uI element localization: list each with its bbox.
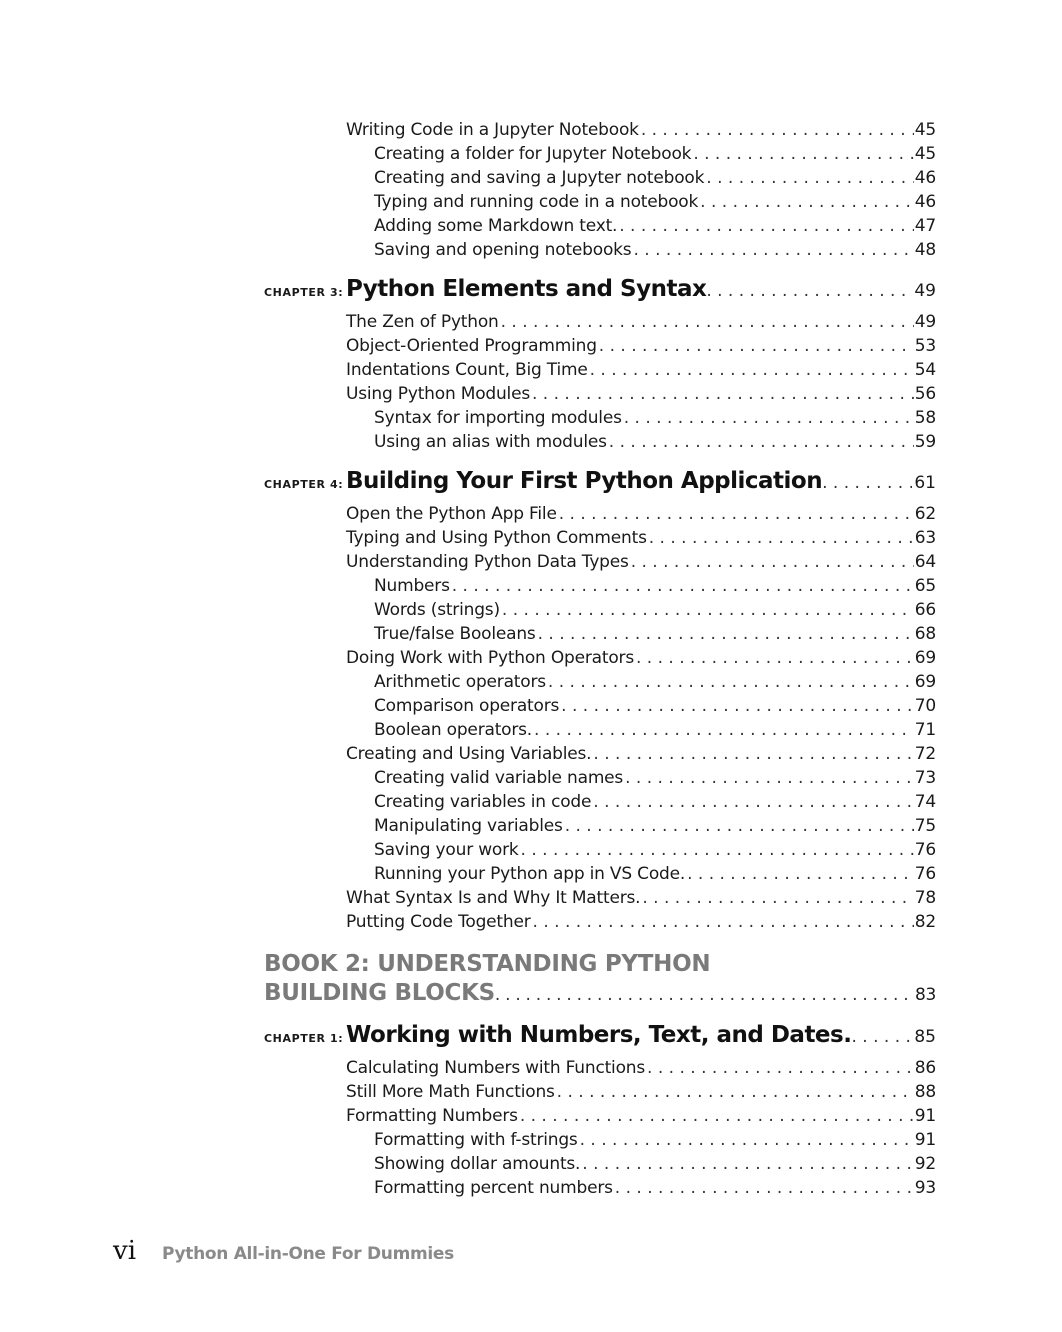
table-of-contents	[264, 118, 936, 1200]
entry-page-number: 48	[914, 240, 936, 260]
entry-page-number: 68	[914, 624, 936, 644]
entry-title: True/false Booleans	[374, 624, 536, 644]
dot-leader	[565, 814, 914, 838]
dot-leader	[615, 1176, 914, 1200]
entry-page-number: 91	[914, 1130, 936, 1150]
entry-page-number: 56	[914, 384, 936, 404]
chapter-label: CHAPTER 1:	[264, 1032, 344, 1045]
entry-title: The Zen of Python	[346, 312, 499, 332]
dot-leader	[706, 281, 912, 301]
toc-entry	[264, 1104, 936, 1128]
toc-entry	[264, 886, 936, 910]
toc-entry	[264, 814, 936, 838]
entry-title: Understanding Python Data Types	[346, 552, 629, 572]
toc-entry	[264, 910, 936, 934]
dot-leader	[593, 790, 914, 814]
entry-title: Arithmetic operators	[374, 672, 546, 692]
entry-page-number: 58	[914, 408, 936, 428]
entry-page-number: 91	[914, 1106, 936, 1126]
dot-leader	[599, 334, 914, 358]
entry-page-number: 62	[914, 504, 936, 524]
dot-leader	[693, 142, 913, 166]
dot-leader	[548, 670, 914, 694]
chapter-title: Building Your First Python Application	[346, 468, 823, 494]
toc-entry	[264, 574, 936, 598]
entry-title: Indentations Count, Big Time	[346, 360, 588, 380]
entry-title: Formatting Numbers	[346, 1106, 518, 1126]
toc-entry	[264, 838, 936, 862]
dot-leader	[649, 526, 914, 550]
entry-title: Object-Oriented Programming	[346, 336, 597, 356]
toc-entry	[264, 526, 936, 550]
entry-title: Creating and Using Variables.	[346, 744, 592, 764]
entry-page-number: 73	[914, 768, 936, 788]
dot-leader	[700, 190, 914, 214]
entry-page-number: 75	[914, 816, 936, 836]
chapter-entries	[264, 502, 936, 934]
toc-entry	[264, 670, 936, 694]
toc-entry	[264, 694, 936, 718]
dot-leader	[631, 550, 914, 574]
entry-title: Using Python Modules	[346, 384, 530, 404]
book-page-number: 83	[914, 985, 936, 1005]
dot-leader	[624, 406, 914, 430]
chapter-title: Python Elements and Syntax	[346, 276, 707, 302]
entry-title: Open the Python App File	[346, 504, 557, 524]
entry-page-number: 47	[914, 216, 936, 236]
entry-title: Syntax for importing modules	[374, 408, 622, 428]
dot-leader	[532, 382, 914, 406]
toc-entry	[264, 190, 936, 214]
toc-entry	[264, 550, 936, 574]
entry-title: Numbers	[374, 576, 450, 596]
toc-entry	[264, 790, 936, 814]
dot-leader	[534, 718, 914, 742]
chapter-entries	[264, 310, 936, 454]
dot-leader	[636, 646, 914, 670]
entry-page-number: 76	[914, 840, 936, 860]
entry-page-number: 88	[914, 1082, 936, 1102]
dot-leader	[706, 166, 914, 190]
entry-title: Formatting with f-strings	[374, 1130, 578, 1150]
entry-page-number: 70	[914, 696, 936, 716]
toc-entry	[264, 118, 936, 142]
chapter-heading	[264, 468, 936, 502]
dot-leader	[538, 622, 914, 646]
entry-title: Typing and Using Python Comments	[346, 528, 647, 548]
entry-title: Saving and opening notebooks	[374, 240, 632, 260]
dot-leader	[557, 1080, 914, 1104]
entry-page-number: 92	[914, 1154, 936, 1174]
entry-title: Creating and saving a Jupyter notebook	[374, 168, 705, 188]
dot-leader	[851, 1027, 912, 1047]
entry-page-number: 53	[914, 336, 936, 356]
toc-entry	[264, 622, 936, 646]
entry-title: Adding some Markdown text.	[374, 216, 618, 236]
toc-entry	[264, 406, 936, 430]
dot-leader	[533, 910, 914, 934]
entry-title: Calculating Numbers with Functions	[346, 1058, 646, 1078]
book-heading	[264, 950, 936, 1008]
chapter-page-number: 85	[914, 1027, 936, 1047]
page-footer	[113, 1236, 454, 1266]
entry-page-number: 65	[914, 576, 936, 596]
toc-entry	[264, 142, 936, 166]
dot-leader	[582, 1152, 914, 1176]
entry-page-number: 54	[914, 360, 936, 380]
dot-leader	[590, 358, 914, 382]
toc-entry	[264, 862, 936, 886]
dot-leader	[495, 980, 913, 1010]
page-folio: vi	[113, 1236, 137, 1266]
entry-page-number: 69	[914, 672, 936, 692]
entry-title: Creating valid variable names	[374, 768, 624, 788]
entry-page-number: 74	[914, 792, 936, 812]
dot-leader	[619, 214, 914, 238]
dot-leader	[520, 1104, 914, 1128]
book-title-line-1: BOOK 2: UNDERSTANDING PYTHON	[264, 951, 711, 977]
dot-leader	[647, 1056, 914, 1080]
entry-title: Putting Code Together	[346, 912, 531, 932]
chapter-label: CHAPTER 4:	[264, 478, 344, 491]
dot-leader	[642, 886, 913, 910]
entry-title: Manipulating variables	[374, 816, 563, 836]
entry-page-number: 76	[914, 864, 936, 884]
entry-page-number: 66	[914, 600, 936, 620]
entry-page-number: 63	[914, 528, 936, 548]
entry-page-number: 64	[914, 552, 936, 572]
toc-entry	[264, 1056, 936, 1080]
toc-entry	[264, 430, 936, 454]
entry-page-number: 71	[914, 720, 936, 740]
entry-page-number: 49	[914, 312, 936, 332]
entry-page-number: 59	[914, 432, 936, 452]
entry-title: Formatting percent numbers	[374, 1178, 613, 1198]
toc-entry	[264, 646, 936, 670]
dot-leader	[580, 1128, 914, 1152]
entry-title: What Syntax Is and Why It Matters.	[346, 888, 641, 908]
book-title-line-2: BUILDING BLOCKS	[264, 980, 495, 1006]
toc-entry	[264, 1080, 936, 1104]
entry-page-number: 86	[914, 1058, 936, 1078]
toc-entry	[264, 502, 936, 526]
entry-title: Running your Python app in VS Code.	[374, 864, 686, 884]
toc-entry	[264, 1176, 936, 1200]
chapter-label: CHAPTER 3:	[264, 286, 344, 299]
entry-page-number: 45	[914, 144, 936, 164]
toc-entry	[264, 1128, 936, 1152]
toc-entry	[264, 598, 936, 622]
chapter-heading	[264, 276, 936, 310]
entry-title: Still More Math Functions	[346, 1082, 555, 1102]
dot-leader	[687, 862, 914, 886]
dot-leader	[641, 118, 914, 142]
entry-title: Typing and running code in a notebook	[374, 192, 699, 212]
book-title-line-2-row	[264, 978, 936, 1008]
dot-leader	[625, 766, 914, 790]
entry-title: Saving your work	[374, 840, 519, 860]
chapter-entries	[264, 1056, 936, 1200]
dot-leader	[452, 574, 914, 598]
chapter-page-number: 49	[914, 281, 936, 301]
dot-leader	[559, 502, 914, 526]
entry-page-number: 69	[914, 648, 936, 668]
entry-page-number: 46	[914, 168, 936, 188]
toc-entry	[264, 166, 936, 190]
chapter-title: Working with Numbers, Text, and Dates.	[346, 1022, 852, 1048]
toc-entry	[264, 310, 936, 334]
entry-title: Boolean operators.	[374, 720, 533, 740]
dot-leader	[593, 742, 913, 766]
entry-title: Words (strings)	[374, 600, 500, 620]
toc-entry	[264, 382, 936, 406]
toc-entry	[264, 1152, 936, 1176]
entry-page-number: 82	[914, 912, 936, 932]
toc-entry	[264, 742, 936, 766]
toc-entry	[264, 334, 936, 358]
toc-entry	[264, 358, 936, 382]
toc-entry	[264, 718, 936, 742]
dot-leader	[521, 838, 914, 862]
entry-title: Using an alias with modules	[374, 432, 607, 452]
dot-leader	[561, 694, 914, 718]
entry-title: Doing Work with Python Operators	[346, 648, 634, 668]
entry-page-number: 93	[914, 1178, 936, 1198]
entry-page-number: 46	[914, 192, 936, 212]
toc-entry	[264, 214, 936, 238]
dot-leader	[822, 473, 912, 493]
toc-entry	[264, 766, 936, 790]
entry-page-number: 45	[914, 120, 936, 140]
dot-leader	[633, 238, 913, 262]
dot-leader	[501, 310, 914, 334]
entry-page-number: 78	[914, 888, 936, 908]
toc-entry	[264, 238, 936, 262]
running-title: Python All-in-One For Dummies	[162, 1244, 454, 1264]
entry-title: Creating variables in code	[374, 792, 592, 812]
entry-title: Writing Code in a Jupyter Notebook	[346, 120, 639, 140]
entry-page-number: 72	[914, 744, 936, 764]
entry-title: Creating a folder for Jupyter Notebook	[374, 144, 692, 164]
chapter-page-number: 61	[914, 473, 936, 493]
toc-continued-entries	[264, 118, 936, 262]
entry-title: Comparison operators	[374, 696, 560, 716]
dot-leader	[609, 430, 914, 454]
entry-title: Showing dollar amounts.	[374, 1154, 581, 1174]
chapter-heading	[264, 1022, 936, 1056]
dot-leader	[502, 598, 914, 622]
